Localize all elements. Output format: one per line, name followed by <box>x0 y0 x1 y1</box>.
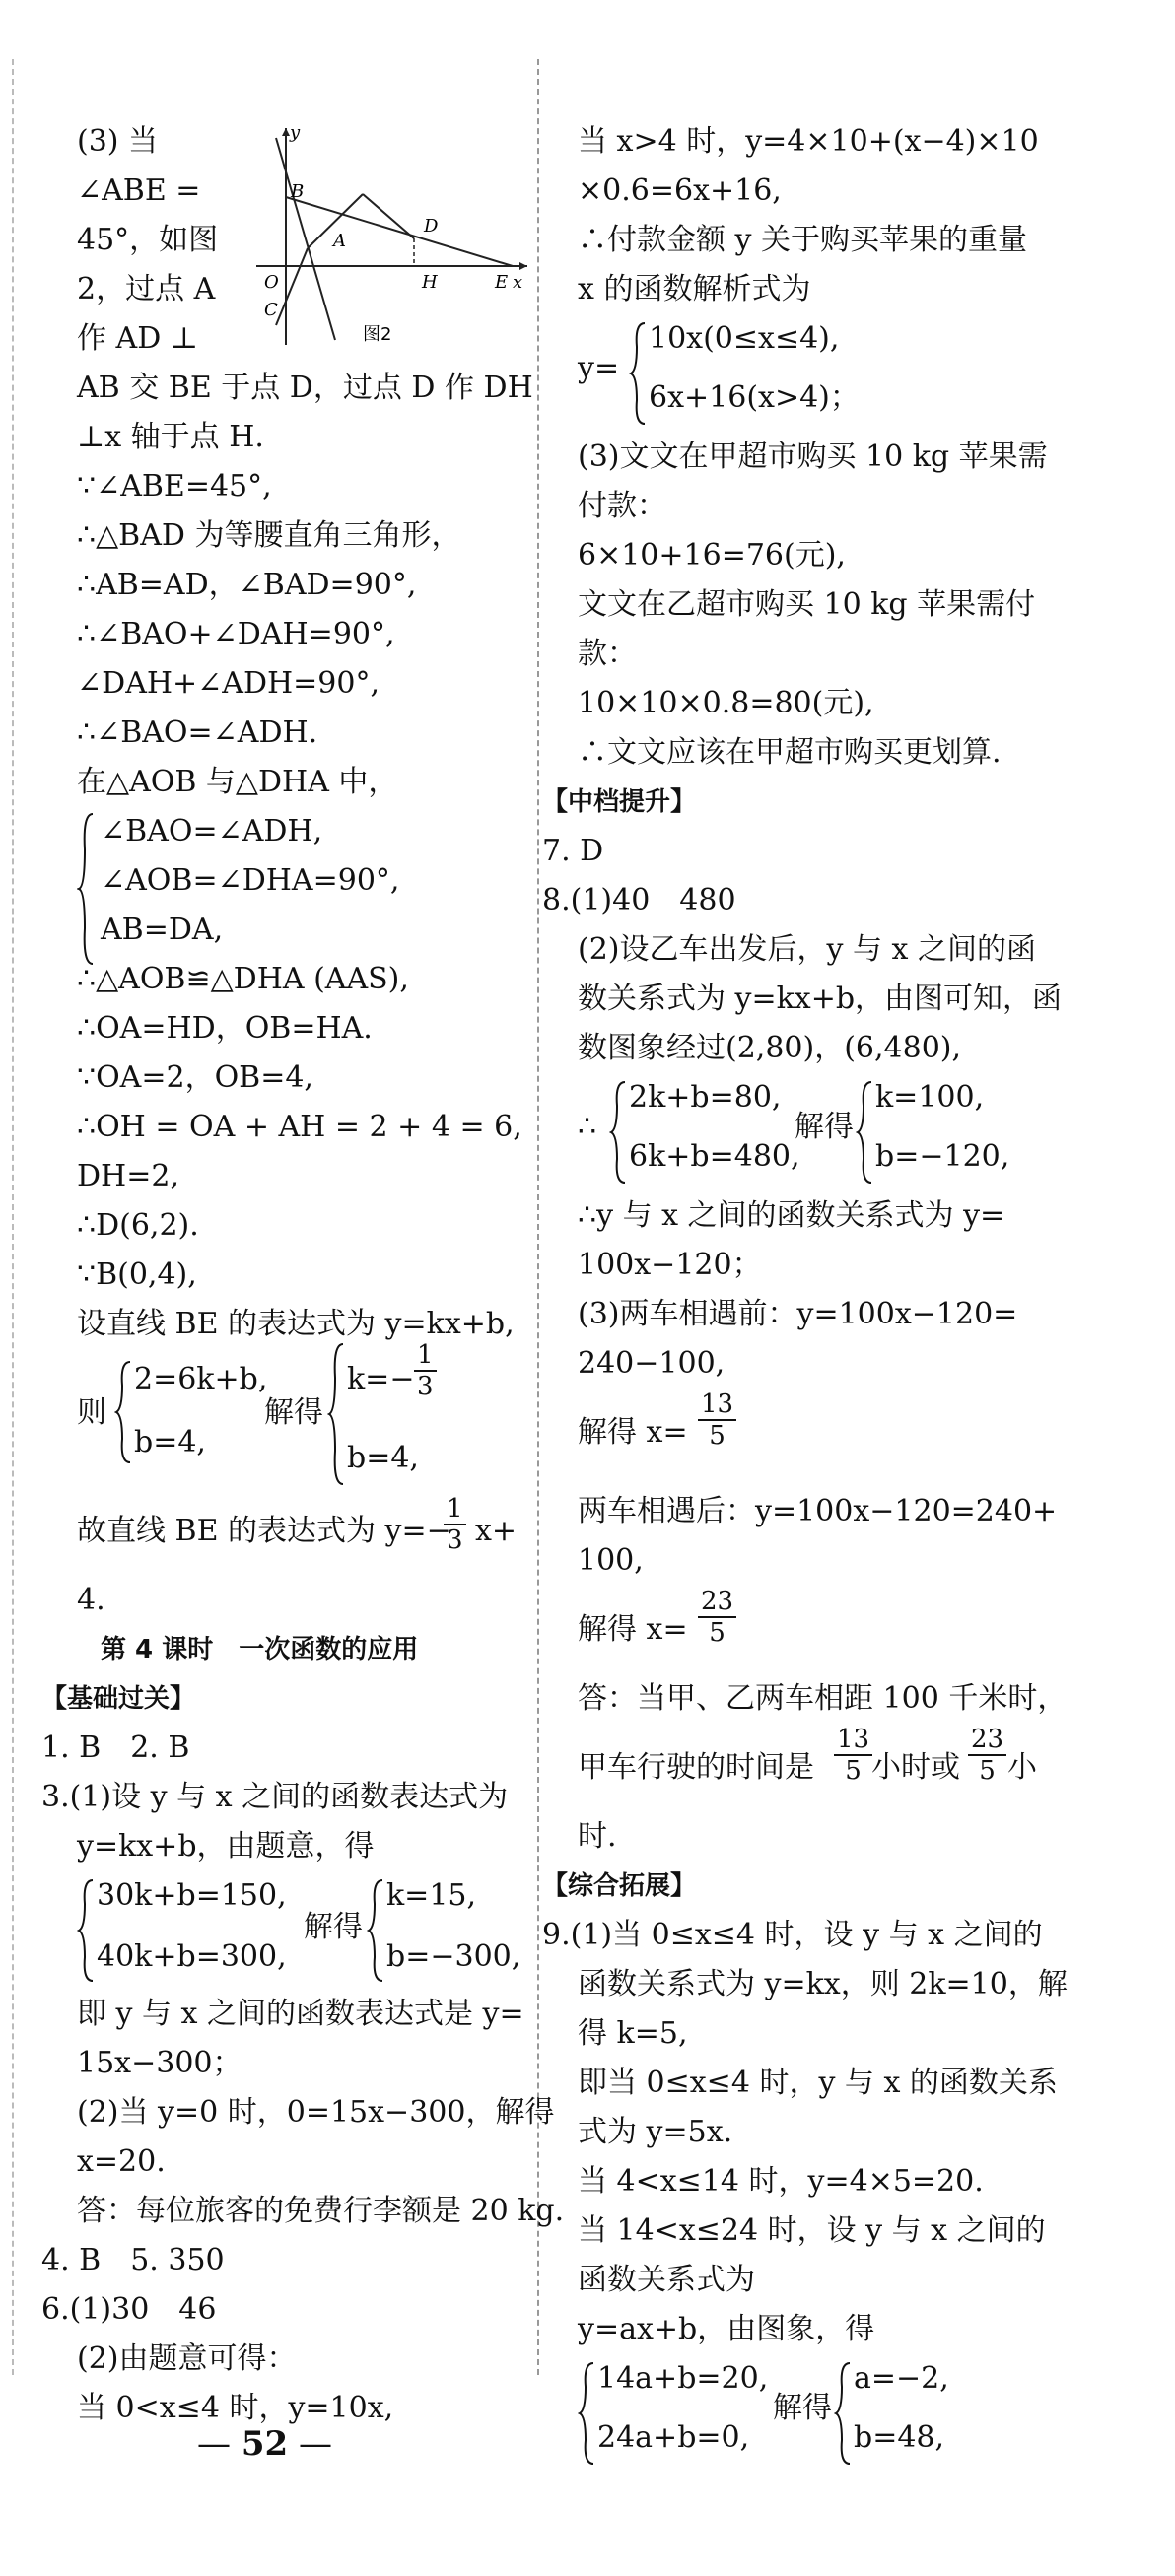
text-line: 即当 0≤x≤4 时，y 与 x 的函数关系 <box>578 2066 1058 2100</box>
numerator: 23 <box>968 1725 1006 1756</box>
system-brace <box>856 1078 875 1186</box>
text-line: 4. <box>77 1583 105 1617</box>
denominator: 5 <box>979 1756 996 1786</box>
text-line: ×0.6=6x+16, <box>578 173 782 208</box>
text-line: 10x(0≤x≤4), <box>649 321 840 356</box>
text-line: (3)两车相遇前：y=100x−120= <box>578 1297 1018 1331</box>
text-line: y=kx+b，由题意，得 <box>77 1829 375 1864</box>
text-line: ∴∠BAO=∠ADH. <box>77 715 318 750</box>
text-line: x=20. <box>77 2144 166 2179</box>
text-line: 作 AD ⊥ <box>77 321 199 356</box>
left-margin-divider <box>12 59 14 2375</box>
text-line: b=4, <box>134 1425 206 1459</box>
fraction-23-5 <box>968 1725 1006 1786</box>
section-heading: 【中档提升】 <box>542 787 697 817</box>
text-line: ∠BAO=∠ADH, <box>101 814 323 848</box>
text-line: 数关系式为 y=kx+b，由图可知，函 <box>578 982 1063 1016</box>
text-line: 当 14<x≤24 时，设 y 与 x 之间的 <box>578 2213 1046 2248</box>
text-line: 付款： <box>578 489 666 523</box>
text-line: 解得 x= <box>578 1415 688 1450</box>
text-line: 款： <box>578 637 637 671</box>
text-line: 答：当甲、乙两车相距 100 千米时， <box>578 1681 1068 1716</box>
text-line: 得 k=5, <box>578 2016 688 2051</box>
text-line: 解得 <box>795 1110 854 1144</box>
text-line: AB=DA, <box>101 913 224 947</box>
page-number: — 52 — <box>197 2424 332 2464</box>
text-line: 100, <box>578 1543 644 1578</box>
text-line: 解得 <box>773 2391 832 2425</box>
lesson-title: 第 4 课时 一次函数的应用 <box>101 1635 419 1664</box>
text-line: 式为 y=5x. <box>578 2115 733 2149</box>
text-line: 时. <box>578 1819 617 1854</box>
text-line: AB 交 BE 于点 D，过点 D 作 DH <box>77 371 533 405</box>
system-brace <box>834 2359 854 2468</box>
text-line: 小 <box>1007 1750 1037 1785</box>
figure-caption: 图2 <box>363 324 392 345</box>
text-line: (2)设乙车出发后，y 与 x 之间的函 <box>578 932 1036 967</box>
text-line: 240−100, <box>578 1346 726 1381</box>
text-line: (2)由题意可得： <box>77 2341 297 2376</box>
text-line: k=− <box>347 1362 415 1396</box>
text-line: ∴∠BAO+∠DAH=90°, <box>77 617 395 651</box>
fig-label-e: E <box>495 272 509 293</box>
text-line: 故直线 BE 的表达式为 y=− <box>77 1514 451 1548</box>
fig-label-b: B <box>291 181 305 202</box>
text-line: y=ax+b，由图象，得 <box>578 2312 875 2346</box>
text-line: 2，过点 A <box>77 272 216 306</box>
text-line: 2k+b=80, <box>629 1080 782 1115</box>
text-line: ∴付款金额 y 关于购买苹果的重量 <box>578 223 1028 257</box>
fig-label-y: y <box>290 122 301 143</box>
system-brace <box>367 1876 386 1985</box>
text-line: ∴D(6,2). <box>77 1208 199 1243</box>
text-line: 24a+b=0, <box>597 2420 750 2455</box>
system-brace <box>77 1876 97 1985</box>
denominator: 5 <box>845 1756 862 1786</box>
fraction-23-5 <box>698 1587 736 1648</box>
system-brace <box>578 2359 597 2468</box>
text-line: k=15, <box>386 1878 477 1913</box>
text-line: ∴y 与 x 之间的函数关系式为 y= <box>578 1198 1005 1233</box>
text-line: ∠AOB=∠DHA=90°, <box>101 863 400 898</box>
section-heading: 【基础过关】 <box>41 1684 196 1714</box>
text-line: x+ <box>475 1514 518 1548</box>
text-line: (2)当 y=0 时，0=15x−300，解得 <box>77 2095 555 2130</box>
system-brace <box>327 1340 347 1488</box>
text-line: k=100, <box>875 1080 985 1115</box>
text-line: 解得 <box>264 1395 323 1430</box>
text-line: 解得 <box>304 1910 363 1944</box>
text-line: (3) 当 <box>77 124 159 159</box>
text-line: 数图象经过(2,80)，(6,480), <box>578 1031 962 1065</box>
text-line: 15x−300； <box>77 2046 242 2080</box>
text-line: ⊥x 轴于点 H. <box>77 420 264 454</box>
fraction-one-third <box>444 1494 466 1555</box>
text-line: 文文在乙超市购买 10 kg 苹果需付 <box>578 587 1036 622</box>
text-line: 6k+b=480, <box>629 1139 800 1174</box>
fig-label-c: C <box>264 300 278 320</box>
numerator: 13 <box>698 1390 736 1421</box>
text-line: b=4, <box>347 1441 419 1475</box>
text-line: 解得 x= <box>578 1612 688 1647</box>
system-brace <box>114 1358 134 1466</box>
numerator: 1 <box>414 1340 437 1372</box>
fig-label-a: A <box>333 231 346 251</box>
text-line: 30k+b=150, <box>97 1878 287 1913</box>
text-line: 6x+16(x>4)； <box>649 380 860 415</box>
text-line: 函数关系式为 y=kx，则 2k=10，解 <box>578 1967 1068 2001</box>
text-line: 甲车行驶的时间是 <box>578 1750 814 1785</box>
text-line: 40k+b=300, <box>97 1939 287 1974</box>
fraction-13-5 <box>834 1725 872 1786</box>
system-brace <box>77 810 97 968</box>
text-line: ∵∠ABE=45°, <box>77 469 272 504</box>
system-brace <box>609 1078 629 1186</box>
page-number-value: 52 <box>241 2424 289 2464</box>
text-line: 答：每位旅客的免费行李额是 20 kg. <box>77 2194 565 2228</box>
text-line: 2=6k+b, <box>134 1362 268 1396</box>
text-line: ∴△AOB≌△DHA (AAS), <box>77 962 409 996</box>
text-line: ∴OA=HD，OB=HA. <box>77 1011 373 1046</box>
text-line: 8.(1)40 480 <box>542 883 736 917</box>
text-line: 3.(1)设 y 与 x 之间的函数表达式为 <box>41 1780 509 1814</box>
section-heading: 【综合拓展】 <box>542 1871 697 1901</box>
text-line: 6.(1)30 46 <box>41 2292 217 2327</box>
text-line: (3)文文在甲超市购买 10 kg 苹果需 <box>578 440 1048 474</box>
text-line: ∴OH = OA + AH = 2 + 4 = 6, <box>77 1110 522 1144</box>
text-line: ∠DAH+∠ADH=90°, <box>77 666 380 701</box>
answer-line: 1. B 2. B <box>41 1730 190 1765</box>
text-line: 函数关系式为 <box>578 2263 755 2297</box>
text-line: 14a+b=20, <box>597 2361 769 2396</box>
text-line: 9.(1)当 0≤x≤4 时，设 y 与 x 之间的 <box>542 1918 1043 1952</box>
text-line: ∵B(0,4), <box>77 1257 197 1292</box>
text-line: 当 0<x≤4 时，y=10x, <box>77 2391 394 2425</box>
text-line: ∠ABE = <box>77 173 201 208</box>
figure-2-graph <box>246 118 532 355</box>
fig-label-o: O <box>264 272 279 293</box>
system-brace <box>629 319 649 428</box>
text-line: 45°，如图 <box>77 223 219 257</box>
text-line: ∴AB=AD，∠BAD=90°, <box>77 568 417 602</box>
column-divider <box>537 59 539 2375</box>
answer-line: 4. B 5. 350 <box>41 2243 225 2277</box>
denominator: 5 <box>709 1421 726 1451</box>
text-line: b=−300, <box>386 1939 521 1974</box>
text-line: y= <box>578 351 620 385</box>
numerator: 13 <box>834 1725 872 1756</box>
text-line: x 的函数解析式为 <box>578 272 811 306</box>
answer-line: 7. D <box>542 834 604 868</box>
text-line: 在△AOB 与△DHA 中， <box>77 765 398 799</box>
text-line: 两车相遇后：y=100x−120=240+ <box>578 1494 1058 1528</box>
text-line: 6×10+16=76(元), <box>578 538 846 573</box>
text-line: b=−120, <box>875 1139 1010 1174</box>
fig-label-d: D <box>424 216 439 237</box>
text-line: 则 <box>77 1395 106 1430</box>
text-line: 10×10×0.8=80(元), <box>578 686 874 720</box>
text-line: 设直线 BE 的表达式为 y=kx+b, <box>77 1307 515 1341</box>
fig-label-x: x <box>513 272 523 293</box>
text-line: b=48, <box>854 2420 945 2455</box>
text-line: ∴ <box>578 1110 597 1144</box>
text-line: 小时或 <box>871 1750 960 1785</box>
denominator: 5 <box>709 1618 726 1648</box>
text-line: a=−2, <box>854 2361 949 2396</box>
fig-label-h: H <box>422 272 438 293</box>
text-line: 当 x>4 时，y=4×10+(x−4)×10 <box>578 124 1039 159</box>
fraction-13-5 <box>698 1390 736 1451</box>
text-line: 当 4<x≤14 时，y=4×5=20. <box>578 2164 984 2199</box>
text-line: ∵OA=2，OB=4, <box>77 1060 313 1095</box>
text-line: DH=2, <box>77 1159 179 1193</box>
denominator: 3 <box>417 1372 434 1401</box>
fraction-one-third <box>414 1340 437 1401</box>
text-line: 100x−120； <box>578 1248 762 1282</box>
numerator: 23 <box>698 1587 736 1618</box>
numerator: 1 <box>444 1494 466 1525</box>
text-line: ∴△BAD 为等腰直角三角形， <box>77 518 461 553</box>
denominator: 3 <box>447 1525 463 1555</box>
text-line: 即 y 与 x 之间的函数表达式是 y= <box>77 1997 524 2031</box>
text-line: ∴文文应该在甲超市购买更划算. <box>578 735 1002 770</box>
